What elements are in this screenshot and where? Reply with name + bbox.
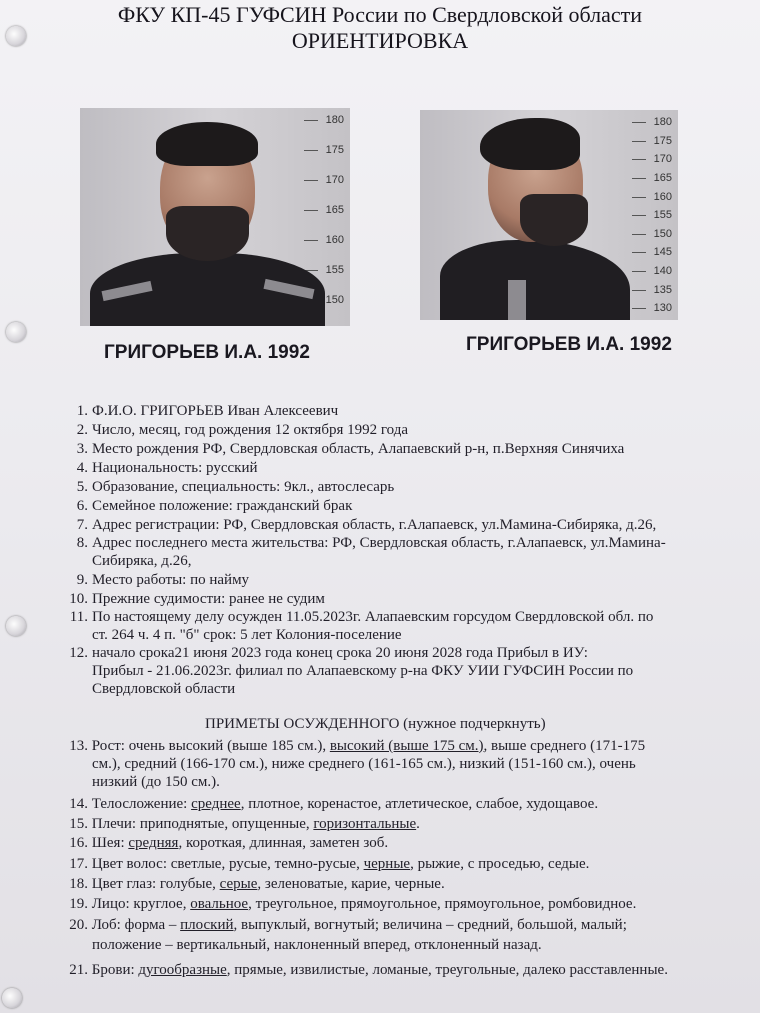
item-text: Семейное положение: гражданский брак [92, 498, 353, 514]
scale-label: 165 [653, 171, 672, 184]
item-text: Прежние судимости: ранее не судим [92, 591, 325, 607]
info-item [60, 421, 408, 439]
sign-18-eye-color: 18. Цвет глаз: голубые, серые, зеленоватые, карие, черные. [69, 876, 445, 892]
item-continuation: ст. 264 ч. 4 п. "б" срок: 5 лет Колония-поселение [92, 627, 402, 643]
profile-photo-caption: ГРИГОРЬЕВ И.А. 1992 [466, 334, 672, 355]
scale-label: 155 [325, 264, 344, 276]
sign-19-face: 19. Лицо: круглое, овальное, треугольное, прямоугольное, прямоугольное, ромбовидное. [69, 896, 637, 912]
scale-label: 180 [653, 116, 672, 128]
item-number: 11. [69, 609, 88, 625]
item-text: Число, месяц, год рождения 12 октября 1992 года [92, 422, 409, 438]
item-text: начало срока21 июня 2023 года конец срока 20 июня 2028 года Прибыл в ИУ: [92, 645, 588, 661]
scale-label: 180 [325, 114, 344, 126]
punch-hole [6, 616, 26, 636]
sign-21-eyebrows: 21. Брови: дугообразные, прямые, извилистые, ломаные, треугольные, далеко расставленные. [69, 962, 668, 978]
item-number: 7. [76, 517, 88, 533]
scale-label: 175 [653, 134, 672, 147]
scale-label: 175 [325, 144, 344, 156]
sign-20-cont: положение – вертикальный, наклоненный вперед, отклоненный назад. [92, 937, 542, 953]
scale-label: 170 [653, 153, 672, 166]
info-item [60, 478, 394, 496]
sign-13-height: 13. Рост: очень высокий (выше 185 см.), высокий (выше 175 см.), выше среднего (171-175 [69, 738, 646, 754]
punch-hole [6, 322, 26, 342]
info-item [60, 571, 249, 589]
scale-label: 155 [653, 209, 672, 222]
doc-type-title: ОРИЕНТИРОВКА [291, 28, 469, 53]
item-number: 2. [76, 422, 88, 438]
item-continuation: Свердловской области [92, 681, 236, 697]
item-text: Образование, специальность: 9кл., автослесарь [92, 479, 395, 495]
org-title: ФКУ КП-45 ГУФСИН России по Свердловской области [117, 2, 643, 27]
height-scale [632, 110, 672, 320]
info-item [60, 644, 588, 662]
item-number: 1. [76, 403, 88, 419]
scale-label: 170 [325, 174, 344, 186]
sign-20-forehead: 20. Лоб: форма – плоский, выпуклый, вогнутый; величина – средний, большой, малый; [69, 917, 627, 933]
sign-13-cont2: низкий (до 150 см.). [92, 774, 220, 790]
sign-14-build: 14. Телосложение: среднее, плотное, коренастое, атлетическое, слабое, худощавое. [69, 796, 599, 812]
item-number: 5. [76, 479, 88, 495]
signs-heading: ПРИМЕТЫ ОСУЖДЕННОГО (нужное подчеркнуть) [205, 716, 546, 732]
sign-17-hair-color: 17. Цвет волос: светлые, русые, темно-русые, черные, рыжие, с проседью, седые. [69, 856, 590, 872]
info-item [60, 497, 352, 515]
sign-15-shoulders: 15. Плечи: приподнятые, опущенные, горизонтальные. [69, 816, 420, 832]
item-number: 10. [69, 591, 88, 607]
item-text: По настоящему делу осужден 11.05.2023г. Алапаевским горсудом Свердловской обл. по [92, 609, 654, 625]
sign-13-cont: см.), средний (166-170 см.), ниже среднего (161-165 см.), низкий (151-160 см.), очень [92, 756, 636, 772]
scale-label: 150 [325, 294, 344, 306]
info-item [60, 590, 325, 608]
front-mugshot-photo [80, 108, 350, 326]
info-item [60, 516, 656, 534]
info-item [60, 440, 624, 458]
profile-mugshot-photo [420, 110, 678, 320]
info-item [60, 402, 338, 420]
item-text: Национальность: русский [92, 460, 258, 476]
item-continuation: Сибиряка, д.26, [92, 553, 192, 569]
punch-hole [2, 988, 22, 1008]
scale-label: 130 [653, 302, 672, 315]
info-item [60, 608, 653, 626]
item-text: Ф.И.О. ГРИГОРЬЕВ Иван Алексеевич [92, 403, 339, 419]
sign-16-neck: 16. Шея: средняя, короткая, длинная, заметен зоб. [69, 835, 389, 851]
scale-label: 145 [653, 246, 672, 259]
item-number: 9. [76, 572, 88, 588]
scale-label: 135 [653, 283, 672, 296]
item-text: Адрес последнего места жительства: РФ, Свердловская область, г.Алапаевск, ул.Мамина- [92, 535, 666, 551]
item-number: 4. [76, 460, 88, 476]
item-text: Место работы: по найму [92, 572, 250, 588]
info-item [60, 459, 258, 477]
scale-label: 160 [325, 234, 344, 246]
scale-label: 160 [653, 190, 672, 203]
scale-label: 150 [653, 227, 672, 240]
item-continuation: Прибыл - 21.06.2023г. филиал по Алапаевскому р-на ФКУ УИИ ГУФСИН России по [92, 663, 634, 679]
item-text: Место рождения РФ, Свердловская область, Алапаевский р-н, п.Верхняя Синячиха [92, 441, 625, 457]
item-number: 6. [76, 498, 88, 514]
scale-label: 165 [325, 204, 344, 216]
item-number: 12. [69, 645, 88, 661]
item-number: 8. [76, 535, 88, 551]
item-number: 3. [76, 441, 88, 457]
front-photo-caption: ГРИГОРЬЕВ И.А. 1992 [104, 342, 310, 363]
item-text: Адрес регистрации: РФ, Свердловская область, г.Алапаевск, ул.Мамина-Сибиряка, д.26, [92, 517, 657, 533]
info-item [60, 534, 666, 552]
scale-label: 140 [653, 265, 672, 278]
